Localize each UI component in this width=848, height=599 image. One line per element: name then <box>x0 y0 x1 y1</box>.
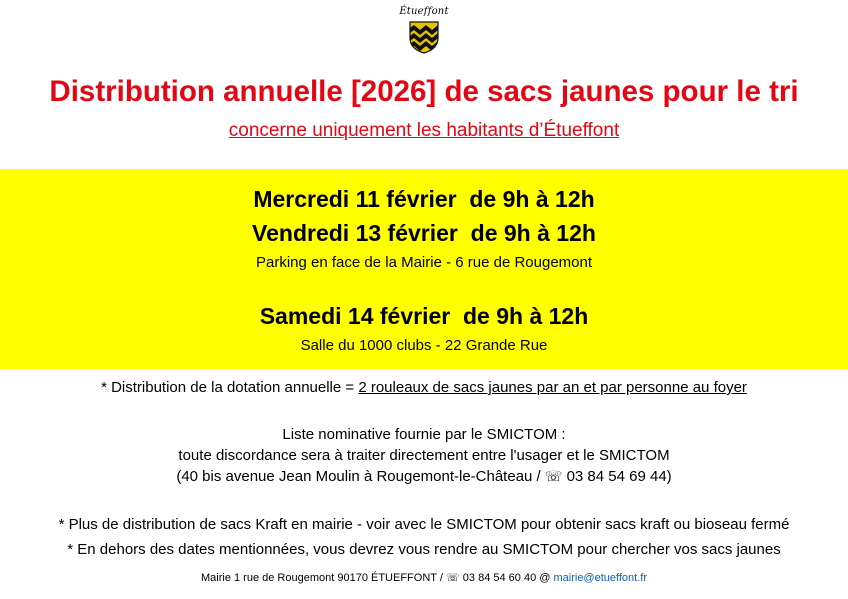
smictom-address-line <box>0 467 848 487</box>
telephone-icon: ☏ <box>544 469 563 485</box>
logo-town-name: Étueffont <box>399 6 449 17</box>
smictom-address: (40 bis avenue Jean Moulin à Rougemont-le-Château / <box>176 468 541 485</box>
town-logo <box>0 6 848 54</box>
footer <box>0 571 848 585</box>
subtitle-text: concerne uniquement les habitants d’Étueffont <box>228 120 620 141</box>
schedule-date-1: Mercredi 11 février de 9h à 12h <box>253 186 595 212</box>
schedule-highlight-box <box>0 169 848 369</box>
note-dates: * En dehors des dates mentionnées, vous devrez vous rendre au SMICTOM pour chercher vos sacs jaunes <box>67 541 781 558</box>
note-kraft: * Plus de distribution de sacs Kraft en mairie - voir avec le SMICTOM pour obtenir sacs kraft ou bioseau fermé <box>58 516 790 533</box>
smictom-phone: 03 84 54 69 44) <box>566 468 672 485</box>
dotation-prefix: * Distribution de la dotation annuelle = <box>101 379 359 396</box>
dotation-line <box>0 378 848 398</box>
footer-address: Mairie 1 rue de Rougemont 90170 ÉTUEFFONT / <box>201 572 443 584</box>
schedule-place-2: Salle du 1000 clubs - 22 Grande Rue <box>300 337 548 354</box>
liste-line-2: toute discordance sera à traiter directement entre l'usager et le SMICTOM <box>178 447 670 464</box>
schedule-date-3: Samedi 14 février de 9h à 12h <box>259 303 589 329</box>
schedule-date-2: Vendredi 13 février de 9h à 12h <box>252 220 596 246</box>
liste-line-1: Liste nominative fournie par le SMICTOM : <box>282 426 566 443</box>
schedule-place-1: Parking en face de la Mairie - 6 rue de Rougemont <box>255 254 593 271</box>
footer-phone: 03 84 54 60 40 @ <box>462 572 551 584</box>
footer-email-link[interactable]: mairie@etueffont.fr <box>553 572 647 584</box>
page-title: Distribution annuelle [2026] de sacs jaunes pour le tri <box>49 75 799 108</box>
page-subtitle <box>0 119 848 143</box>
coat-of-arms-icon <box>409 21 439 54</box>
telephone-icon: ☏ <box>445 571 460 584</box>
dotation-value: 2 rouleaux de sacs jaunes par an et par personne au foyer <box>358 379 747 396</box>
